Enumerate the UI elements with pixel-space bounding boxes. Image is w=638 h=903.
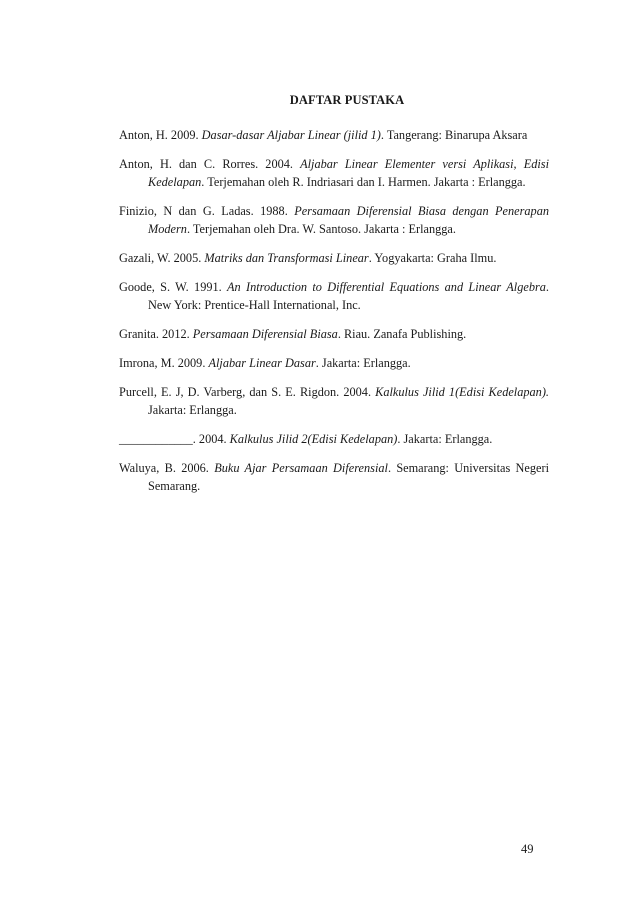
- reference-author-year: ____________. 2004.: [119, 432, 230, 446]
- reference-item: [119, 278, 549, 314]
- reference-book-title: Matriks dan Transformasi Linear: [204, 251, 369, 265]
- reference-item: [119, 155, 549, 191]
- reference-author-year: Goode, S. W. 1991.: [119, 280, 228, 294]
- reference-book-title: Aljabar Linear Elementer versi Aplikasi, Edisi Kedelapan: [148, 157, 549, 189]
- reference-publisher: Jakarta: Erlangga.: [148, 403, 237, 417]
- reference-item: [119, 126, 549, 144]
- reference-publisher: . Riau. Zanafa Publishing.: [337, 327, 467, 341]
- reference-publisher: . Jakarta: Erlangga.: [397, 432, 493, 446]
- reference-publisher: . Tangerang: Binarupa Aksara: [380, 128, 528, 142]
- reference-author-year: Gazali, W. 2005.: [119, 251, 205, 265]
- reference-author-year: Purcell, E. J, D. Varberg, dan S. E. Rigdon. 2004.: [119, 385, 376, 399]
- reference-item: [119, 383, 549, 419]
- reference-publisher: . New York: Prentice-Hall International, Inc.: [148, 280, 549, 312]
- reference-publisher: . Jakarta: Erlangga.: [315, 356, 411, 370]
- reference-author-year: Granita. 2012.: [119, 327, 193, 341]
- reference-publisher: . Yogyakarta: Graha Ilmu.: [368, 251, 497, 265]
- reference-book-title: Kalkulus Jilid 1(Edisi Kedelapan).: [375, 385, 549, 399]
- reference-book-title: Aljabar Linear Dasar: [208, 356, 316, 370]
- reference-author-year: Anton, H. 2009.: [119, 128, 202, 142]
- reference-book-title: Persamaan Diferensial Biasa: [192, 327, 338, 341]
- reference-book-title: Persamaan Diferensial Biasa dengan Penerapan Modern: [148, 204, 549, 236]
- reference-item: [119, 325, 549, 343]
- reference-publisher: . Terjemahan oleh Dra. W. Santoso. Jakarta : Erlangga.: [186, 222, 456, 236]
- page-number: 49: [521, 842, 534, 856]
- reference-item: [119, 354, 549, 372]
- reference-author-year: Finizio, N dan G. Ladas. 1988.: [119, 204, 295, 218]
- reference-item: [119, 430, 549, 448]
- page-title: DAFTAR PUSTAKA: [289, 93, 405, 107]
- reference-publisher: . Terjemahan oleh R. Indriasari dan I. Harmen. Jakarta : Erlangga.: [201, 175, 526, 189]
- reference-book-title: Buku Ajar Persamaan Diferensial: [214, 461, 388, 475]
- reference-author-year: Anton, H. dan C. Rorres. 2004.: [119, 157, 301, 171]
- reference-book-title: Dasar-dasar Aljabar Linear (jilid 1): [201, 128, 381, 142]
- reference-item: [119, 459, 549, 495]
- reference-book-title: An Introduction to Differential Equations and Linear Algebra: [227, 280, 546, 294]
- reference-publisher: . Semarang: Universitas Negeri Semarang.: [148, 461, 549, 493]
- reference-book-title: Kalkulus Jilid 2(Edisi Kedelapan): [229, 432, 398, 446]
- reference-item: [119, 202, 549, 238]
- reference-author-year: Imrona, M. 2009.: [119, 356, 209, 370]
- reference-author-year: Waluya, B. 2006.: [119, 461, 215, 475]
- reference-list: [119, 126, 549, 506]
- reference-item: [119, 249, 549, 267]
